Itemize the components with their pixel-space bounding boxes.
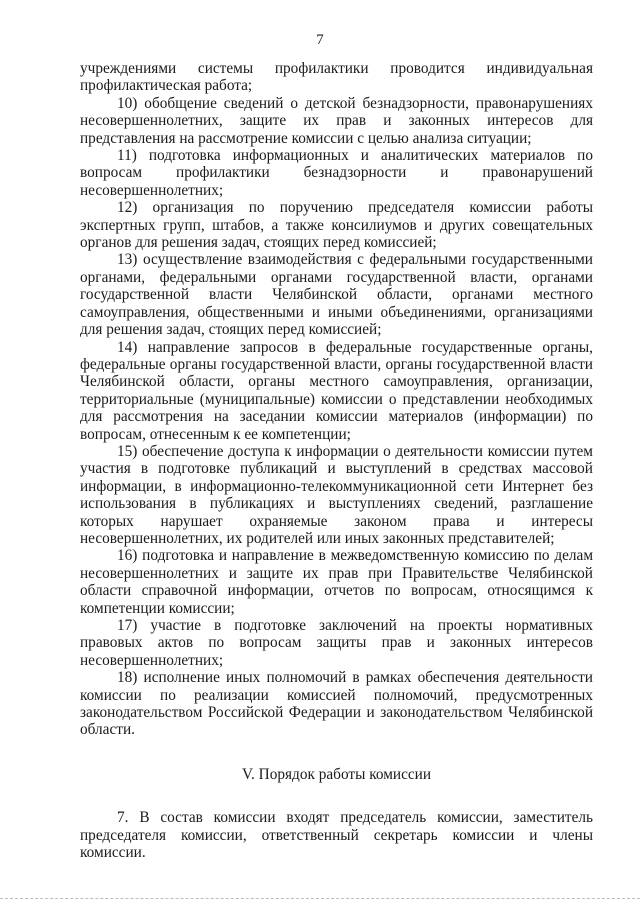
list-item-11: 11) подготовка информационных и аналитических материалов по вопросам профилактики безнадзорности и правонарушений несовершеннолетних;: [80, 147, 593, 199]
list-item-16: 16) подготовка и направление в межведомственную комиссию по делам несовершеннолетних и защите их прав при Правительстве Челябинской области справочной информации, отчетов по вопросам, относящимся к компетенции комиссии;: [80, 547, 593, 617]
section-heading: V. Порядок работы комиссии: [241, 765, 432, 783]
list-item-12: 12) организация по поручению председателя комиссии работы экспертных групп, штабов, а также консилиумов и других совещательных органов для решения задач, стоящих перед комиссией;: [80, 199, 593, 252]
list-item-10: 10) обобщение сведений о детской безнадзорности, правонарушениях несовершеннолетних, защите их прав и законных интересов для представления на рассмотрение комиссии с целью анализа ситуации;: [80, 94, 593, 147]
page-number: 7: [316, 32, 324, 48]
list-item-17: 17) участие в подготовке заключений на проекты нормативных правовых актов по вопросам защиты прав и законных интересов несовершеннолетних;: [80, 617, 593, 669]
list-item-14: 14) направление запросов в федеральные государственные органы, федеральные органы государственной власти, органы государственной власти Челябинской области, органы местного самоуправления, организации, территориальные (муниципальные) комиссии о представлении необходимых для рассмотрения на заседании комиссии материалов (информации) по вопросам, отнесенным к ее компетенции;: [80, 338, 593, 443]
list-item-13: 13) осуществление взаимодействия с федеральными государственными органами, федеральными органами государственной власти, органами государственной власти Челябинской области, органами местного самоуправления, общественными и иными объединениями, организациями для решения задач, стоящих перед комиссией;: [80, 251, 593, 339]
section-paragraph: 7. В состав комиссии входят председатель комиссии, заместитель председателя комиссии, ответственный секретарь комиссии и члены комиссии.: [80, 809, 593, 862]
list-item-18: 18) исполнение иных полномочий в рамках обеспечения деятельности комиссии по реализации комиссией полномочий, предусмотренных законодательством Российской Федерации и законодательством Челябинской области.: [80, 669, 593, 739]
document-body: [80, 60, 593, 861]
list-item-15: 15) обеспечение доступа к информации о деятельности комиссии путем участия в подготовке публикаций и выступлений в средствах массовой информации, в информационно-телекоммуникационной сети Интернет без использования в публикациях и выступлениях сведений, разглашение которых нарушает охраняемые законом права и интересы несовершеннолетних, их родителей или иных законных представителей;: [80, 442, 593, 547]
scan-edge-line: [0, 898, 640, 900]
continuation-paragraph: учреждениями системы профилактики проводится индивидуальная профилактическая работа;: [80, 60, 593, 95]
